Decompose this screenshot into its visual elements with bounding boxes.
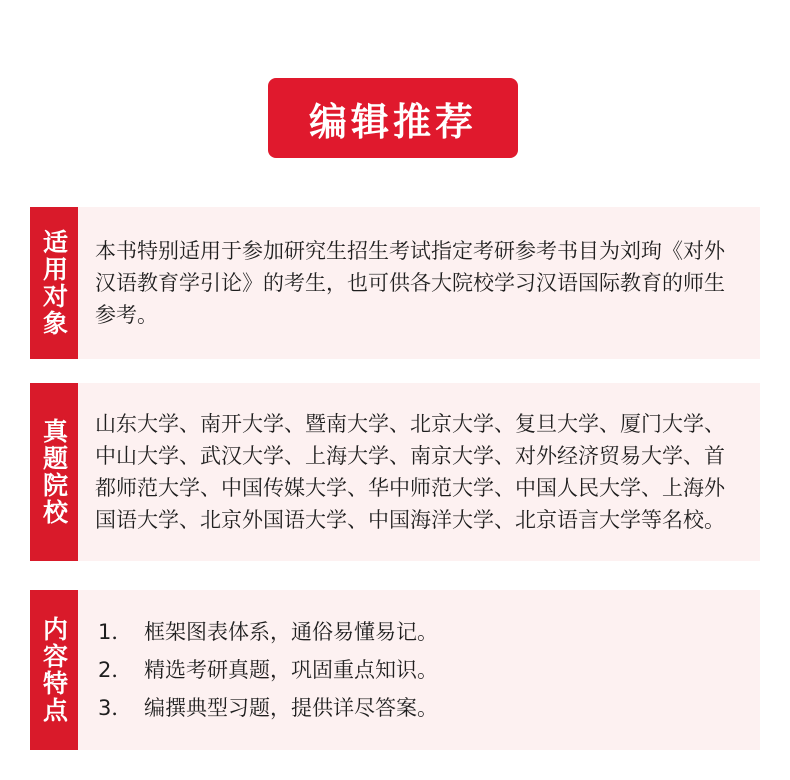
list-item [98, 651, 438, 689]
page-title: 编辑推荐 [308, 99, 477, 144]
section-text: 山东大学、南开大学、暨南大学、北京大学、复旦大学、厦门大学、中山大学、武汉大学、上海大学、南京大学、对外经济贸易大学、首都师范大学、中国传媒大学、华中师范大学、中国人民大学、上海外国语大学、北京外国语大学、中国海洋大学、北京语言大学等名校。 [95, 412, 725, 532]
section-content-features [30, 590, 760, 750]
section-target-readers [30, 207, 760, 359]
title-badge [268, 78, 518, 158]
section-body [78, 207, 760, 359]
section-label-text: 真题院校 [39, 418, 69, 526]
section-body [78, 590, 760, 750]
list-item [98, 613, 438, 651]
section-label-text: 内容特点 [39, 616, 69, 724]
item-text: 框架图表体系，通俗易懂易记。 [144, 620, 438, 644]
section-label-text: 适用对象 [39, 229, 69, 337]
section-label [30, 383, 78, 561]
section-text: 本书特别适用于参加研究生招生考试指定考研参考书目为刘珣《对外汉语教育学引论》的考生，也可供各大院校学习汉语国际教育的师生参考。 [95, 239, 725, 327]
list-item [98, 689, 438, 727]
item-text: 编撰典型习题，提供详尽答案。 [144, 696, 438, 720]
item-text: 精选考研真题，巩固重点知识。 [144, 658, 438, 682]
section-body [78, 383, 760, 561]
item-number: 1． [98, 620, 133, 644]
item-number: 3． [98, 696, 133, 720]
item-number: 2． [98, 658, 133, 682]
section-label [30, 590, 78, 750]
feature-list [78, 613, 458, 727]
section-label [30, 207, 78, 359]
section-exam-schools [30, 383, 760, 561]
